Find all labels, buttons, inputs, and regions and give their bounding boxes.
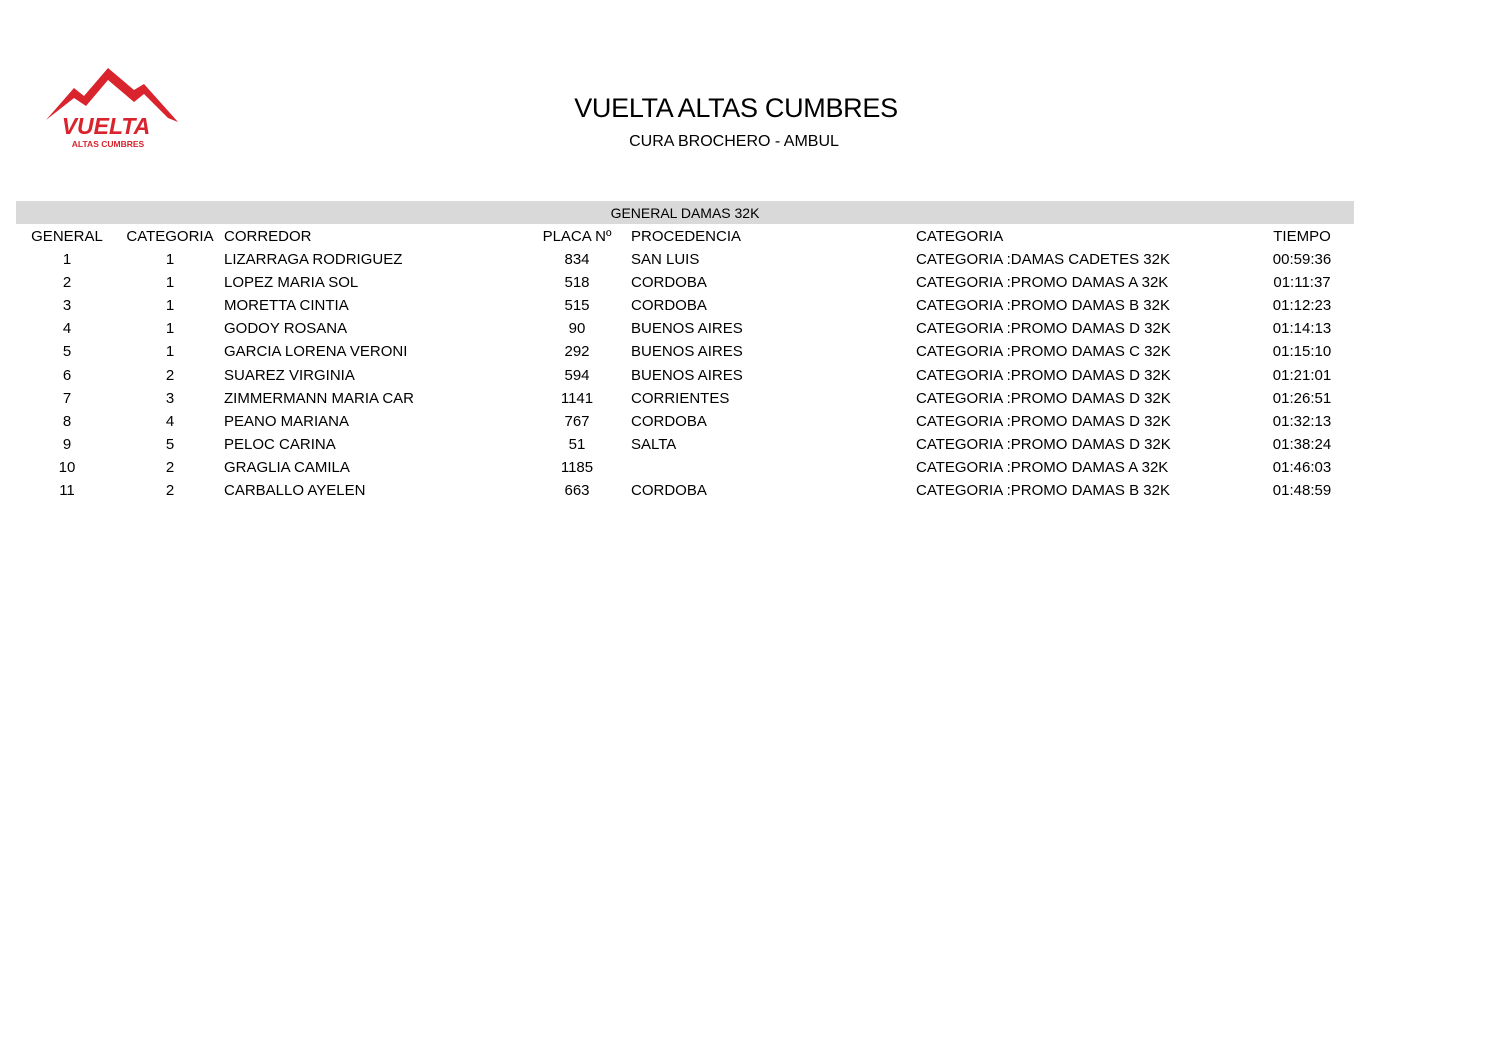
table-header-row [16, 225, 1354, 248]
table-row [16, 456, 1354, 479]
category-name: CATEGORIA :DAMAS CADETES 32K [916, 251, 1170, 269]
bib-number: 767 [564, 412, 590, 430]
table-row [16, 340, 1354, 363]
category-name: CATEGORIA :PROMO DAMAS A 32K [916, 458, 1169, 476]
general-position: 11 [59, 482, 75, 500]
category-position: 1 [165, 320, 175, 338]
column-header-categoria-position: CATEGORIA [126, 228, 214, 245]
category-position: 1 [165, 274, 175, 292]
bib-number: 594 [564, 366, 590, 384]
column-header-general: GENERAL [31, 228, 103, 245]
column-header-corredor: CORREDOR [224, 228, 312, 245]
bib-number: 663 [564, 482, 590, 500]
category-position: 3 [165, 389, 175, 407]
runner-name: LIZARRAGA RODRIGUEZ [224, 251, 403, 269]
finish-time: 01:12:23 [1272, 297, 1332, 315]
results-table [16, 225, 1354, 502]
origin: CORDOBA [631, 482, 707, 500]
finish-time: 01:11:37 [1273, 274, 1331, 292]
finish-time: 01:26:51 [1272, 389, 1332, 407]
category-position: 1 [165, 251, 175, 269]
table-row [16, 387, 1354, 410]
bib-number: 518 [564, 274, 590, 292]
table-row [16, 317, 1354, 340]
category-name: CATEGORIA :PROMO DAMAS D 32K [916, 412, 1171, 430]
general-position: 3 [62, 297, 72, 315]
category-position: 2 [165, 458, 175, 476]
finish-time: 00:59:36 [1272, 251, 1332, 269]
runner-name: GARCIA LORENA VERONI [224, 343, 408, 361]
origin: BUENOS AIRES [631, 366, 743, 384]
bib-number: 1185 [560, 458, 594, 476]
origin: CORDOBA [631, 274, 707, 292]
table-row [16, 248, 1354, 271]
category-name: CATEGORIA :PROMO DAMAS D 32K [916, 389, 1171, 407]
runner-name: MORETTA CINTIA [224, 297, 349, 315]
category-name: CATEGORIA :PROMO DAMAS D 32K [916, 366, 1171, 384]
general-position: 7 [62, 389, 72, 407]
table-row [16, 364, 1354, 387]
general-position: 1 [62, 251, 72, 269]
finish-time: 01:38:24 [1272, 435, 1332, 453]
origin: CORRIENTES [631, 389, 730, 407]
finish-time: 01:32:13 [1272, 412, 1332, 430]
category-position: 5 [165, 435, 175, 453]
category-name: CATEGORIA :PROMO DAMAS A 32K [916, 274, 1169, 292]
column-header-placa: PLACA Nº [542, 228, 612, 245]
bib-number: 292 [564, 343, 590, 361]
origin: SAN LUIS [631, 251, 700, 269]
table-row [16, 410, 1354, 433]
finish-time: 01:21:01 [1272, 366, 1332, 384]
runner-name: CARBALLO AYELEN [224, 482, 366, 500]
svg-text:ALTAS CUMBRES: ALTAS CUMBRES [71, 139, 145, 149]
bib-number: 515 [564, 297, 590, 315]
runner-name: SUAREZ VIRGINIA [224, 366, 355, 384]
category-name: CATEGORIA :PROMO DAMAS D 32K [916, 435, 1171, 453]
finish-time: 01:46:03 [1272, 458, 1332, 476]
page-title: VUELTA ALTAS CUMBRES [574, 93, 898, 123]
finish-time: 01:15:10 [1272, 343, 1332, 361]
finish-time: 01:48:59 [1272, 482, 1332, 500]
section-header: GENERAL DAMAS 32K [16, 201, 1354, 224]
general-position: 2 [62, 274, 72, 292]
category-position: 2 [165, 366, 175, 384]
svg-text:VUELTA: VUELTA [61, 113, 151, 139]
origin: BUENOS AIRES [631, 343, 743, 361]
origin: CORDOBA [631, 412, 707, 430]
category-position: 4 [165, 412, 175, 430]
runner-name: GRAGLIA CAMILA [224, 458, 350, 476]
origin: BUENOS AIRES [631, 320, 743, 338]
finish-time: 01:14:13 [1272, 320, 1332, 338]
general-position: 6 [62, 366, 72, 384]
runner-name: GODOY ROSANA [224, 320, 348, 338]
runner-name: LOPEZ MARIA SOL [224, 274, 359, 292]
table-row [16, 479, 1354, 502]
category-position: 1 [165, 297, 175, 315]
category-name: CATEGORIA :PROMO DAMAS C 32K [916, 343, 1171, 361]
origin: CORDOBA [631, 297, 707, 315]
table-row [16, 433, 1354, 456]
runner-name: PEANO MARIANA [224, 412, 350, 430]
category-name: CATEGORIA :PROMO DAMAS B 32K [916, 482, 1170, 500]
general-position: 9 [62, 435, 72, 453]
page-subtitle: CURA BROCHERO - AMBUL [629, 133, 839, 150]
category-position: 2 [165, 482, 175, 500]
bib-number: 1141 [560, 389, 594, 407]
category-position: 1 [165, 343, 175, 361]
runner-name: ZIMMERMANN MARIA CAR [224, 389, 415, 407]
column-header-procedencia: PROCEDENCIA [631, 228, 742, 245]
general-position: 4 [62, 320, 72, 338]
general-position: 5 [62, 343, 72, 361]
bib-number: 51 [568, 435, 586, 453]
category-name: CATEGORIA :PROMO DAMAS B 32K [916, 297, 1170, 315]
table-row [16, 271, 1354, 294]
column-header-categoria: CATEGORIA [916, 228, 1004, 245]
origin: SALTA [631, 435, 677, 453]
general-position: 8 [62, 412, 72, 430]
bib-number: 90 [568, 320, 586, 338]
table-row [16, 294, 1354, 317]
bib-number: 834 [564, 251, 590, 269]
runner-name: PELOC CARINA [224, 435, 336, 453]
column-header-tiempo: TIEMPO [1273, 228, 1331, 245]
general-position: 10 [58, 458, 76, 476]
category-name: CATEGORIA :PROMO DAMAS D 32K [916, 320, 1171, 338]
